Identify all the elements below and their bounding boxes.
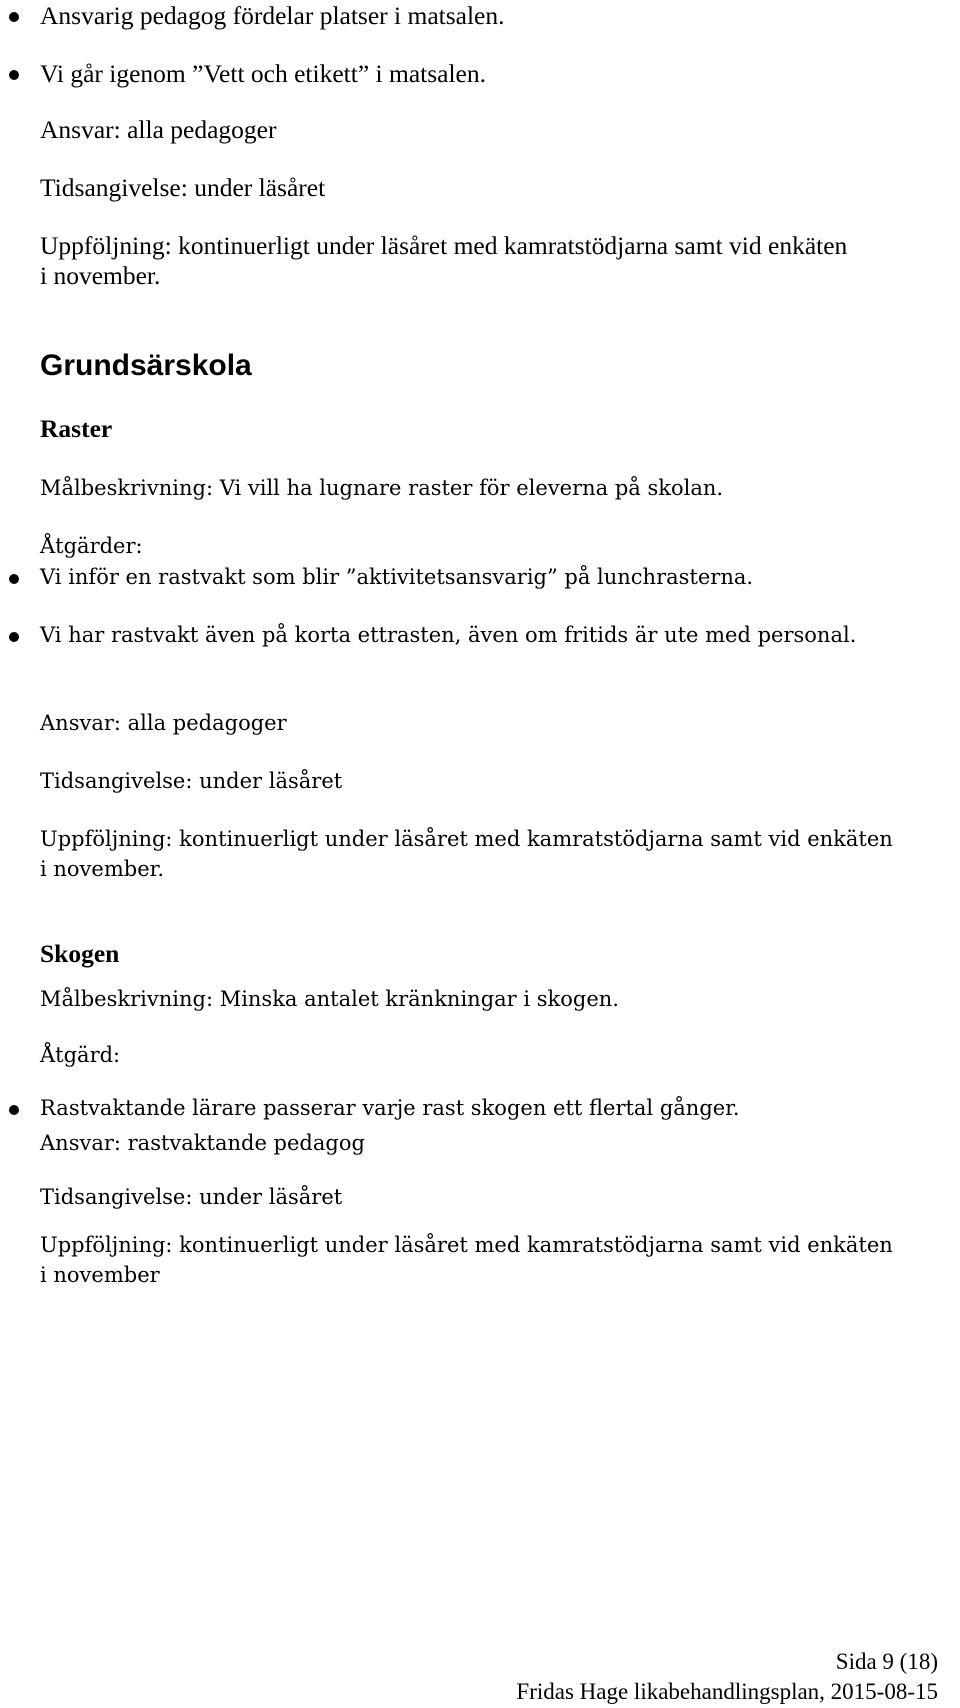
- uppfoljning-line: Uppföljning: kontinuerligt under läsåret med kamratstödjarna samt vid enkäten: [40, 231, 848, 260]
- subsection-heading: Skogen: [40, 939, 120, 968]
- bullet-dot: [9, 12, 19, 22]
- malbeskrivning-line: Målbeskrivning: Minska antalet kränkningar i skogen.: [40, 987, 619, 1011]
- malbeskrivning-line: Målbeskrivning: Vi vill ha lugnare raster för eleverna på skolan.: [40, 476, 724, 500]
- bullet-text: Vi inför en rastvakt som blir ”aktivitetsansvarig” på lunchrasterna.: [40, 565, 754, 589]
- bullet-text: Vi går igenom ”Vett och etikett” i matsalen.: [40, 59, 486, 88]
- subsection-heading: Raster: [40, 414, 113, 443]
- document-footer: Fridas Hage likabehandlingsplan, 2015-08-15: [516, 1679, 938, 1704]
- bullet-text: Vi har rastvakt även på korta ettrasten, även om fritids är ute med personal.: [40, 623, 857, 647]
- uppfoljning-line: Uppföljning: kontinuerligt under läsåret med kamratstödjarna samt vid enkäten: [40, 1233, 893, 1257]
- uppfoljning-line: Uppföljning: kontinuerligt under läsåret med kamratstödjarna samt vid enkäten: [40, 827, 893, 851]
- ansvar-line: Ansvar: alla pedagoger: [40, 711, 287, 735]
- tidsangivelse-line: Tidsangivelse: under läsåret: [40, 769, 343, 793]
- ansvar-line: Ansvar: alla pedagoger: [40, 115, 277, 144]
- uppfoljning-line-cont: i november.: [40, 261, 161, 290]
- atgarder-label: Åtgärder:: [40, 534, 143, 558]
- bullet-text: Ansvarig pedagog fördelar platser i matsalen.: [40, 1, 505, 30]
- tidsangivelse-line: Tidsangivelse: under läsåret: [40, 173, 326, 202]
- ansvar-line: Ansvar: rastvaktande pedagog: [40, 1131, 365, 1155]
- bullet-text: Rastvaktande lärare passerar varje rast skogen ett flertal gånger.: [40, 1096, 740, 1120]
- bullet-dot: [9, 70, 19, 80]
- tidsangivelse-line: Tidsangivelse: under läsåret: [40, 1185, 343, 1209]
- uppfoljning-line-cont: i november.: [40, 857, 165, 881]
- bullet-dot: [9, 1105, 19, 1115]
- atgard-label: Åtgärd:: [40, 1043, 121, 1067]
- page-number: Sida 9 (18): [835, 1649, 938, 1674]
- section-heading: Grundsärskola: [40, 349, 252, 382]
- bullet-dot: [9, 574, 19, 584]
- uppfoljning-line-cont: i november: [40, 1263, 160, 1287]
- bullet-dot: [9, 632, 19, 642]
